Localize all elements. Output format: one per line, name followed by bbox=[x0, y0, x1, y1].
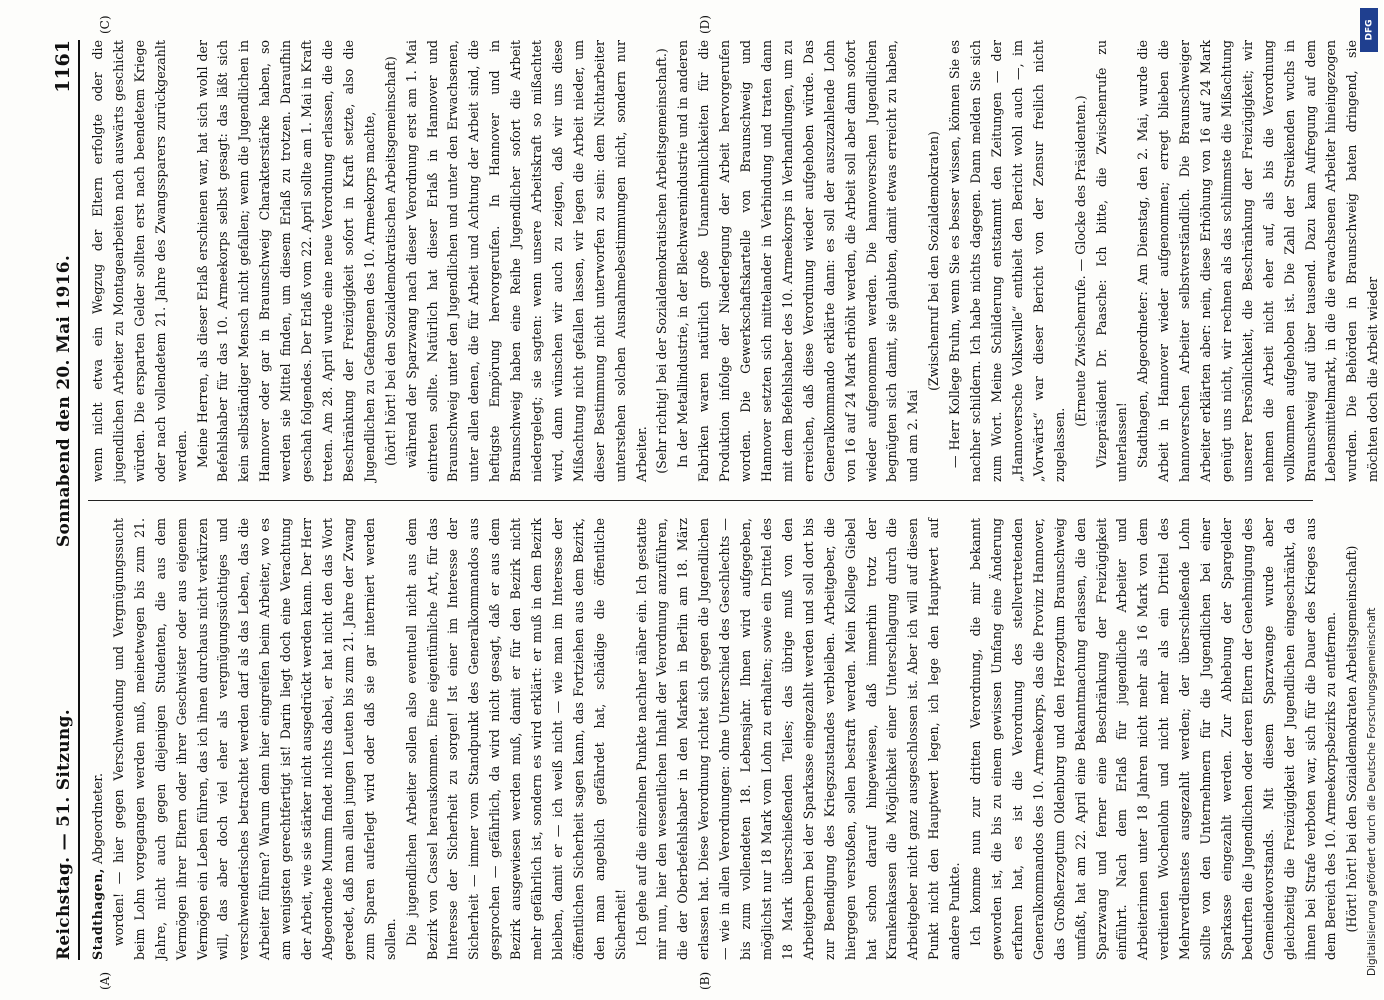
digitization-credit: Digitalisierung gefördert durch die Deutsche Forschungsgemeinschaft bbox=[1366, 607, 1378, 976]
speaker-name: Stadthagen, bbox=[90, 868, 105, 960]
left-interjection: (Hört! hört! bei den Sozialdemokraten Arbeitsgemeinschaft) bbox=[1344, 545, 1360, 933]
page-number: 1161 bbox=[52, 40, 74, 93]
right-paragraph: während der Sparzwang nach dieser Verordnung erst am 1. Mai eintreten sollte. Natürlich hat dieser Erlaß in Hannover und Braunschweig unter den Jugendlichen und unter den Erwachsenen, unter allen denen, die für Arbeit und Achtung der Arbeit sind, die heftigste Empörung hervorgerufen. In Hannover und in Braunschweig haben eine Reihe Jugendlicher sofort die Arbeit niedergelegt; sie sagten: wenn unsere Arbeitskraft so mißachtet wird, dann wünschen wir auch zu zeigen, daß wir uns diese Mißachtung nicht gefallen lassen, wir legen die Arbeit nieder, um dieser Bestimmung nicht unterworfen zu sein: dem Nichtarbeiter unterstehen solchen Ausnahmebestimmungen nicht, sondern nur Arbeiter. bbox=[403, 40, 649, 482]
running-header bbox=[38, 40, 80, 960]
margin-marker-d: (D) bbox=[698, 15, 712, 34]
margin-marker-c: (C) bbox=[98, 15, 112, 34]
margin-marker-a: (A) bbox=[98, 971, 112, 990]
right-paragraph: Meine Herren, als dieser Erlaß erschienen war, hat sich wohl der Befehlshaber für das 10. Armeekorps selbst gesagt: das läßt sich kein selbständiger Mensch nicht gefallen; wenn die Jugendlichen in Hannover oder gar in Braunschweig Charakterstärke haben, so werden sie Mittel finden, um diesem Erlaß zu trotzen. Daraufhin geschah folgendes. Der Erlaß vom 22. April sollte am 1. Mai in Kraft treten. Am 28. April wurde eine neue Verordnung erlassen, die die Beschränkung der Freizügigkeit sofort in Kraft setzte, also die Jugendlichen zu Gefangenen des 10. Armeekorps machte, bbox=[194, 40, 377, 482]
right-column bbox=[88, 40, 1381, 482]
left-paragraph: Die jugendlichen Arbeiter sollen also eventuell nicht aus dem Bezirk von Cassel herauskommen. Eine eigentümliche Art, für das Interesse der Sicherheit zu sorgen! Ist einer im Interesse der Sicherheit — immer vom Standpunkt des Generalkommandos aus gesprochen — gefährlich, da wird nicht gesagt, daß er aus dem Bezirk ausgewiesen werden muß, damit er für den Bezirk nicht mehr gefährlich ist, sondern es wird erklärt: er muß in dem Bezirk bleiben, damit er — ich weiß nicht — wie man im Interesse der öffentlichen Sicherheit sagen kann, das Fortziehen aus dem Bezirk, den man angeblich gefährdet hat, schädige die öffentliche Sicherheit! bbox=[403, 518, 628, 960]
speaker-role: Abgeordneter. bbox=[90, 772, 105, 864]
speaker-line bbox=[88, 518, 109, 960]
margin-marker-b: (B) bbox=[698, 971, 712, 990]
column-divider bbox=[88, 500, 1313, 501]
right-paragraph: Stadthagen, Abgeordneter: Am Dienstag, den 2. Mai, wurde die Arbeit in Hannover wieder aufgenommen; erregt blieben die hannoverschen Arbeiter selbstverständlich. Die Braunschweiger Arbeiter erklärten aber: nein, diese Erhöhung von 16 auf 24 Mark genügt uns nicht, wir rechnen als das schlimmste die Mißachtung unserer Persönlichkeit, die Beschränkung der Freizügigkeit; wir nehmen die Arbeit nicht eher auf, als bis die Verordnung vollkommen aufgehoben ist. Die Zahl der Streikenden wuchs in Braunschweig auf über tausend. Dazu kam Aufregung auf dem Lebensmittelmarkt, in die die erwachsenen Arbeiter hineingezogen wurden. Die Behörden in Braunschweig baten dringend, sie möchten doch die Arbeit wieder bbox=[1135, 40, 1381, 482]
right-paragraph: — Herr Kollege Bruhn, wenn Sie es besser wissen, können Sie es nachher schildern. Ich habe nichts dagegen. Dann melden Sie sich zum Wort. Meine Schilderung entstammt den Zeitungen — der „Hannoversche Volkswille“ enthielt den Bericht wohl auch —, im „Vorwärts“ war dieser Bericht von der Zensur freilich nicht zugelassen. bbox=[947, 40, 1067, 482]
right-paragraph: wenn nicht etwa ein Wegzug der Eltern erfolgte oder die jugendlichen Arbeiter zu Montagearbeiten nach auswärts geschickt würden. Die ersparten Gelder sollten erst nach beendetem Kriege oder nach vollendetem 21. Jahre des Zwangssparers zurückgezahlt werden. bbox=[90, 40, 189, 482]
dfg-logo bbox=[1360, 8, 1378, 52]
right-paragraph: Vizepräsident Dr. Paasche: Ich bitte, die Zwischenrufe zu unterlassen! bbox=[1093, 40, 1130, 482]
left-paragraph: Ich gehe auf die einzelnen Punkte nachher näher ein. Ich gestatte mir nun, hier den wesentlichen Inhalt der Verordnung anzuführen, die der Oberbefehlshaber in den Marken in Berlin am 18. März erlassen hat. Diese Verordnung richtet sich gegen die Jugendlichen — wie in allen Verordnungen: ohne Unterschied des Geschlechts — bis zum vollendeten 18. Lebensjahr. Ihnen wird aufgegeben, möglichst nur 18 Mark vom Lohn zu erhalten; sowie ein Drittel des 18 Mark überschießenden Teiles; das übrige muß von den Arbeitgebern bei der Sparkasse eingezahlt werden und soll dort bis zur Beendigung des Kriegszustandes verbleiben. Arbeitgeber, die hiergegen verstoßen, sollen bestraft werden. Mein Kollege Giebel hat schon darauf hingewiesen, daß immerhin trotz der Krankenkassen die Möglichkeit einer Unterschlagung durch die Arbeitgeber nicht ganz ausgeschlossen ist. Aber ich will auf diesen Punkt nicht den Hauptwert legen, ich lege den Hauptwert auf andere Punkte. bbox=[633, 518, 963, 960]
left-paragraph: Ich komme nun zur dritten Verordnung, die mir bekannt geworden ist, die bis zu einem gewissen Umfang eine Änderung erfahren hat, es ist die Verordnung des stellvertretenden Generalkommandos des 10. Armeekorps, das die Provinz Hannover, das Großherzogtum Oldenburg und den Herzogtum Braunschweig umfaßt, hat am 22. April eine Bekanntmachung erlassen, die den Sparzwang und ferner eine Beschränkung der Freizügigkeit einführt. Nach dem Erlaß für jugendliche Arbeiter und Arbeiterinnen unter 18 Jahren nicht mehr als 16 Mark von dem verdienten Wochenlohn und nicht mehr als ein Drittel des Mehrverdienstes ausgezahlt werden; der überschießende Lohn sollte von den Unternehmern für die Jugendlichen bei einer Sparkasse eingezahlt werden. Zur Abhebung der Spargelder bedurften die Jugendlichen oder deren Eltern der Genehmigung des Gemeindevorstands. Mit diesem Sparzwange wurde aber gleichzeitig die Freizügigkeit der Jugendlichen eingeschränkt, da ihnen bei Strafe verboten war, sich für die Dauer des Krieges aus dem Bereich des 10. Armeekorpsbezirks zu entfernen. bbox=[968, 518, 1339, 960]
left-paragraph: worden! — hier gegen Verschwendung und Vergnügungssucht beim Lohn vorgegangen werden muß, meinetwegen bis zum 21. Jahre, nicht auch gegen diejenigen Studenten, die aus dem Vermögen ihrer Eltern oder ihrer Geschwister oder aus eigenem Vermögen ein Leben führen, das ich ihnen durchaus nicht verkürzen will, das aber doch viel eher als vergnügungssüchtiges und verschwenderisches betrachtet werden darf als das Leben, das die Arbeiter führen? Warum denn hier eingreifen beim Arbeiter, wo es am wenigsten gerechtfertigt ist! Darin liegt doch eine Verachtung der Arbeit, wie sie stärker nicht ausgedrückt werden kann. Der Herr Abgeordnete Mumm findet nichts dabei, er hat nicht den das Wort geredet, daß man allen jungen Leuten bis zum 21. Jahre der Zwang zum Sparen auferlegt wird oder daß sie gar interniert werden sollen. bbox=[110, 518, 398, 960]
right-interjection: (hört! hört! bei den Sozialdemokratischen Arbeitsgemeinschaft) bbox=[382, 56, 398, 466]
header-session: Reichstag. — 51. Sitzung. bbox=[54, 709, 74, 960]
right-interjection: (Erneute Zwischenrufe. — Glocke des Präsidenten.) bbox=[1072, 95, 1088, 427]
right-paragraph: In der Metallindustrie, in der Blechwarenindustrie und in anderen Fabriken waren natürlich große Unannehmlichkeiten für die Produktion infolge der Niederlegung der Arbeit hervorgerufen worden. Die Gewerkschaftskartelle von Braunschweig und Hannover setzten sich mittelander in Verbindung und traten dann mit dem Befehlshaber des 10. Armeekorps in Verhandlungen, um zu erreichen, daß diese Verordnung wieder aufgehoben würde. Das Generalkommando erklärte dann: es soll der auszuzahlende Lohn von 16 auf 24 Mark erhöht werden, die Arbeit soll aber dann sofort wieder aufgenommen werden. Die hannoverschen Jugendlichen begnügten sich damit, sie glaubten, damit etwas erreicht zu haben, und am 2. Mai bbox=[675, 40, 921, 482]
left-column bbox=[88, 518, 1360, 960]
right-interjection: (Sehr richtig! bei der Sozialdemokratischen Arbeitsgemeinschaft.) bbox=[654, 48, 670, 474]
right-interjection: (Zwischenruf bei den Sozialdemokraten) bbox=[926, 131, 942, 391]
dfg-logo-text: DFG bbox=[1364, 19, 1375, 41]
header-date: Sonnabend den 20. Mai 1916. bbox=[54, 254, 74, 548]
